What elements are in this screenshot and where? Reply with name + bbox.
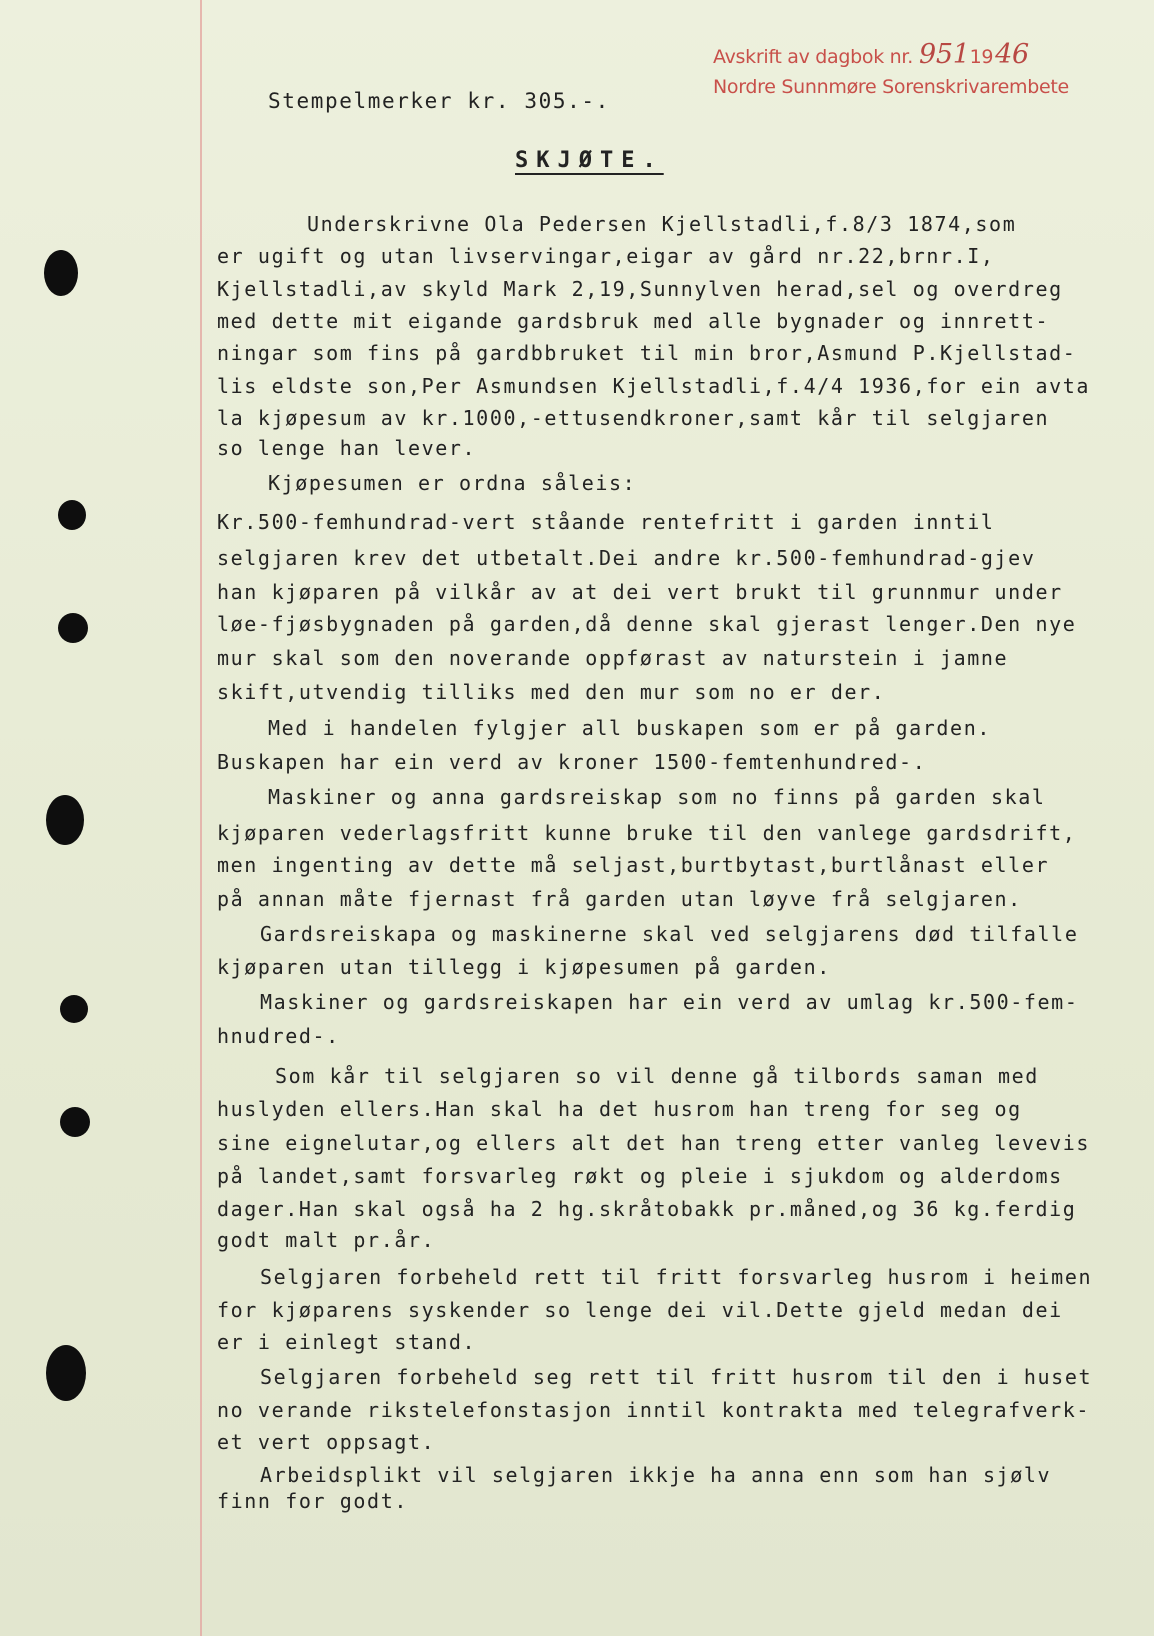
stamp-label: Avskrift av dagbok nr. [713, 46, 913, 68]
text-line-9: Kjøpesumen er ordna såleis: [268, 471, 637, 495]
text-line-25: hnudred-. [217, 1024, 340, 1048]
text-line-18: Maskiner og anna gardsreiskap som no finns på garden skal [268, 785, 1046, 809]
binder-hole-7 [46, 1345, 86, 1401]
text-line-10: Kr.500-femhundrad-vert ståande rentefritt i garden inntil [217, 510, 995, 534]
text-line-29: på landet,samt forsvarleg røkt og pleie i sjukdom og alderdoms [217, 1164, 1063, 1188]
text-line-33: for kjøparens syskender so lenge dei vil.Dette gjeld medan dei [217, 1298, 1063, 1322]
stempelmerker-line: Stempelmerker kr. 305.-. [268, 89, 610, 113]
binder-hole-2 [58, 500, 86, 530]
text-line-4: med dette mit eigande gardsbruk med alle bygnader og innrett- [217, 309, 1050, 333]
text-line-30: dager.Han skal også ha 2 hg.skråtobakk pr.måned,og 36 kg.ferdig [217, 1197, 1077, 1221]
text-line-7: la kjøpesum av kr.1000,-ettusendkroner,samt kår til selgjaren [217, 406, 1050, 430]
stamp-office: Nordre Sunnmøre Sorenskrivarembete [713, 76, 1069, 98]
text-line-35: Selgjaren forbeheld seg rett til fritt husrom til den i huset [260, 1365, 1093, 1389]
text-line-14: mur skal som den noverande oppførast av naturstein i jamne [217, 646, 1009, 670]
text-line-36: no verande rikstelefonstasjon inntil kontrakta med telegrafverk- [217, 1398, 1091, 1422]
binder-hole-3 [58, 613, 88, 643]
text-line-37: et vert oppsagt. [217, 1430, 436, 1454]
text-line-12: han kjøparen på vilkår av at dei vert brukt til grunnmur under [217, 580, 1063, 604]
text-line-26: Som kår til selgjaren so vil denne gå tilbords saman med [275, 1064, 1039, 1088]
stamp-line-1 [713, 40, 1133, 72]
text-line-32: Selgjaren forbeheld rett til fritt forsvarleg husrom i heimen [260, 1265, 1093, 1289]
text-line-19: kjøparen vederlagsfritt kunne bruke til den vanlege gardsdrift, [217, 821, 1077, 845]
text-line-23: kjøparen utan tillegg i kjøpesumen på garden. [217, 955, 831, 979]
text-line-27: huslyden ellers.Han skal ha det husrom han treng for seg og [217, 1097, 1022, 1121]
year-suffix: 46 [995, 39, 1029, 70]
dagbok-number: 951 [918, 39, 970, 70]
text-line-38: Arbeidsplikt vil selgjaren ikkje ha anna enn som han sjølv [260, 1463, 1052, 1487]
text-line-28: sine eignelutar,og ellers alt det han treng etter vanleg levevis [217, 1131, 1091, 1155]
text-line-16: Med i handelen fylgjer all buskapen som er på garden. [268, 716, 991, 740]
text-line-20: men ingenting av dette må seljast,burtbytast,burtlånast eller [217, 853, 1050, 877]
text-line-8: so lenge han lever. [217, 436, 477, 460]
binder-hole-5 [60, 995, 88, 1023]
registration-stamp [713, 40, 1133, 102]
text-line-2: er ugift og utan livservingar,eigar av gård nr.22,brnr.I, [217, 244, 995, 268]
document-title: SKJØTE. [515, 148, 664, 173]
text-line-15: skift,utvendig tilliks med den mur som no er der. [217, 680, 886, 704]
text-line-3: Kjellstadli,av skyld Mark 2,19,Sunnylven herad,sel og overdreg [217, 277, 1063, 301]
text-line-1: Underskrivne Ola Pedersen Kjellstadli,f.8/3 1874,som [307, 212, 1017, 236]
text-line-17: Buskapen har ein verd av kroner 1500-femtenhundred-. [217, 750, 927, 774]
text-line-22: Gardsreiskapa og maskinerne skal ved selgjarens død tilfalle [260, 922, 1079, 946]
text-line-6: lis eldste son,Per Asmundsen Kjellstadli,f.4/4 1936,for ein avta [217, 374, 1091, 398]
year-prefix: 19 [969, 46, 994, 68]
text-line-31: godt malt pr.år. [217, 1228, 436, 1252]
text-line-13: løe-fjøsbygnaden på garden,då denne skal gjerast lenger.Den nye [217, 612, 1077, 636]
text-line-34: er i einlegt stand. [217, 1330, 477, 1354]
binder-hole-4 [46, 795, 84, 845]
text-line-5: ningar som fins på gardbbruket til min bror,Asmund P.Kjellstad- [217, 341, 1077, 365]
binder-hole-1 [44, 250, 78, 296]
text-line-24: Maskiner og gardsreiskapen har ein verd av umlag kr.500-fem- [260, 990, 1079, 1014]
text-line-11: selgjaren krev det utbetalt.Dei andre kr.500-femhundrad-gjev [217, 546, 1036, 570]
text-line-21: på annan måte fjernast frå garden utan løyve frå selgjaren. [217, 887, 1022, 911]
margin-line [200, 0, 202, 1636]
binder-hole-6 [60, 1107, 90, 1137]
text-line-39: finn for godt. [217, 1489, 408, 1513]
